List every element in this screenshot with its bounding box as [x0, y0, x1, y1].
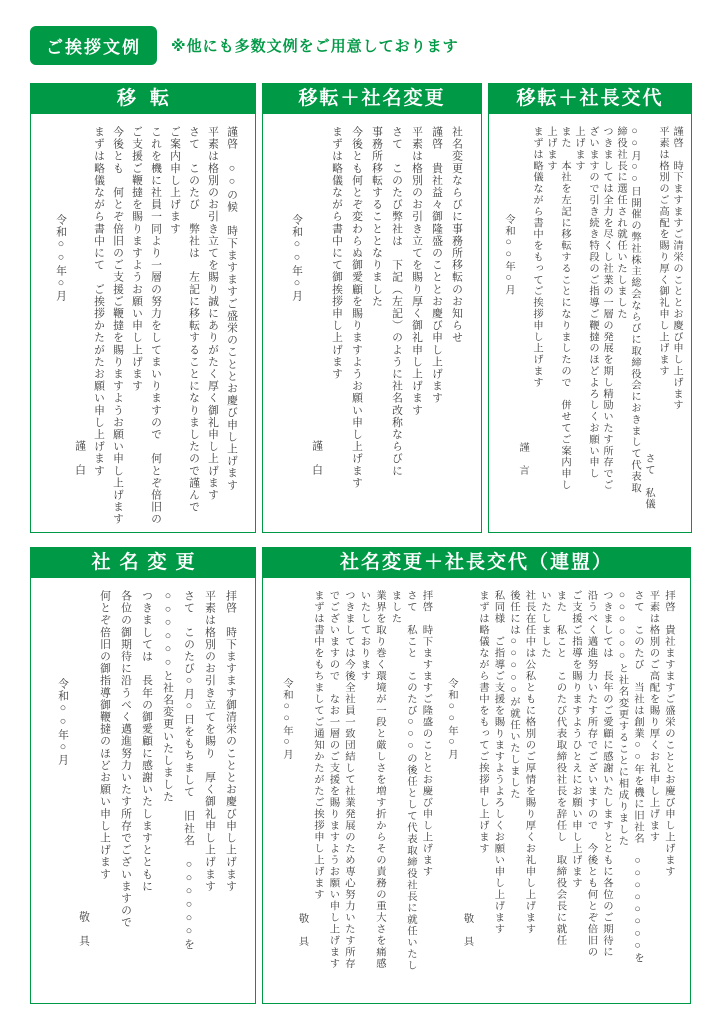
text-column: さて このたび弊社は 下記（左記）のように社名改称ならびに	[391, 126, 403, 477]
card-title-rename: 社名変更	[31, 548, 255, 578]
text-column: まずは略儀ながら書中にて御挨拶申し上げます	[331, 126, 343, 381]
text-column: 社長在任中は公私ともに格別のご厚情を賜り厚くお礼申し上げます	[523, 590, 535, 935]
text-column: ○○○○○○と社名変更することに相成りました	[616, 590, 628, 847]
text-column: ご案内申し上げます	[169, 126, 181, 235]
text-column: 今後とも 何とぞ倍旧のご支援ご鞭撻を賜りますようお願い申し上げます	[112, 126, 124, 526]
text-column: ました	[389, 590, 401, 625]
text-column: 沿うべく邁進努力いたす所存でございますので 今後とも何とぞ倍旧の	[585, 590, 597, 958]
closing-sign: 敬 具	[296, 912, 308, 947]
date-line: 令和○○年○月	[291, 214, 303, 303]
text-column: 事務所移転することとなりました	[371, 126, 383, 308]
closing-sign: 謹 白	[74, 439, 86, 476]
card-title-relocation-rename: 移転＋社名変更	[263, 84, 481, 114]
text-column: つきましては全力を尽くし社業の一層の発展を期し精励いたす所存でご	[601, 126, 612, 491]
letter-block	[444, 590, 677, 997]
text-column: ○○○○○○と社名変更いたしました	[162, 590, 174, 803]
text-column: これを機に社員一同より一層の努力をしてまいりますので 何とぞ倍旧の	[150, 126, 162, 526]
date-line: 令和○○年○月	[281, 678, 292, 761]
text-column: 拝啓 時下ますます御清栄のこととお慶び申し上げます	[225, 590, 237, 893]
card-rename-president-joint	[262, 547, 691, 1004]
text-column: また 私こと このたび代表取締役社長を辞任し 取締役会長に就任	[554, 590, 566, 947]
text-column: いたしました	[539, 590, 550, 659]
text-column: さて このたび○月○日をもちまして 旧社名 ○○○○○○を	[183, 590, 195, 951]
text-column: ご支援ご鞭撻を賜りますようお願い申し上げます	[131, 126, 143, 393]
text-column: さて このたび 弊社は 左記に移転することになりましたので謹んで	[188, 126, 200, 514]
text-column: 各位の御期待に沿うべく邁進努力いたす所存でございますので	[120, 590, 132, 929]
text-column: 拝啓 貴社ますますご盛栄のこととお慶び申し上げます	[663, 590, 674, 878]
text-column: 後任には○○○○○が就任いたしました	[508, 590, 519, 800]
text-column: 謹啓 貴社益々御隆盛のこととお慶び申し上げます	[431, 126, 443, 405]
card-body-relocation-president	[489, 114, 691, 532]
text-column: でございますので なお一層のご支援を賜りますようお願い申し上げます	[327, 590, 339, 970]
text-column: また 本社を左記に移転することになりましたので 併せてご案内申し	[559, 126, 570, 491]
letter-block	[287, 126, 467, 526]
text-column: 業界を取り巻く環境が一段と厳しさを増す折からその責務の重大さを痛感	[374, 590, 385, 970]
text-column: つきましては 長年の御愛顧に感謝いたしますとともに	[141, 590, 153, 893]
card-body-relocation	[31, 114, 255, 532]
letter-block	[52, 590, 241, 997]
text-column: 締役社長に選任され就任いたしました	[615, 126, 626, 320]
date-line: 令和○○年○月	[57, 678, 69, 767]
text-column: まずは略儀ながら書中をもってご挨拶申し上げます	[531, 126, 542, 389]
text-column: 平素は格別のお引き立てを賜り 厚く御礼申し上げます	[204, 590, 216, 893]
card-title-relocation-president: 移転＋社長交代	[489, 84, 691, 114]
date-line: 令和○○年○月	[446, 678, 457, 761]
letter-block	[279, 590, 434, 997]
text-column: ○○月○○日開催の弊社株主総会ならびに取締役会におきまして代表取	[629, 126, 640, 494]
text-column: 拝啓 時下ますますご隆盛のこととお慶び申し上げます	[420, 590, 432, 878]
text-column: 今後とも何とぞ変わらぬ御愛顧を賜りますようお願い申し上げます	[351, 126, 363, 489]
card-relocation	[30, 83, 256, 533]
text-column: いたしております	[358, 590, 370, 682]
card-relocation-president	[488, 83, 692, 533]
examples-row-top	[30, 83, 691, 533]
date-line: 令和○○年○月	[55, 214, 67, 303]
letter-block	[51, 126, 241, 526]
text-column: 上げます	[573, 126, 584, 172]
card-relocation-rename	[262, 83, 482, 533]
letter-block	[501, 126, 683, 526]
text-column: ご支援ご指導を賜りますようひとえにお願い申し上げます	[570, 590, 581, 889]
closing-sign: 謹 白	[311, 439, 323, 476]
text-column: 謹啓 ○○の候 時下ますますご盛栄のこととお慶び申し上げます	[226, 126, 238, 492]
text-column: まずは略儀ながら書中にて ご挨拶かたがたお願い申し上げます	[93, 126, 105, 477]
page-title-badge: ご挨拶文例	[30, 26, 157, 65]
text-column: 平素は格別のご高配を賜り厚く御礼申し上げます	[657, 126, 668, 377]
text-column: さて 私こと このたび○○○の後任として代表取締役社長に就任いたし	[405, 590, 416, 972]
card-body-rename-president-joint	[263, 578, 690, 1003]
text-column: さて このたび 当社は創業○○年を機に旧社名 ○○○○○○○○を	[632, 590, 643, 964]
text-column: 私同様 ご指導ご支援を賜りますようよろしくお願い申し上げます	[492, 590, 504, 935]
header-note: ※他にも多数文例をご用意しております	[171, 38, 459, 55]
date-line: 令和○○年○月	[503, 214, 514, 296]
text-column: つきましては 長年のご愛顧に感謝いたしますとともに各位のご期待に	[601, 590, 612, 958]
text-column: つきましては今後全社員一致団結して社業発展のため専心努力いたす所存	[343, 590, 354, 970]
text-column: 上げます	[545, 126, 556, 172]
card-body-relocation-rename	[263, 114, 481, 532]
card-body-rename	[31, 578, 255, 1003]
text-column: 平素は格別のお引き立てを賜り誠にありがたく厚く御礼申し上げます	[207, 126, 219, 502]
text-column: さて 私儀	[643, 453, 654, 510]
text-column: まずは略儀ながら書中をもってご挨拶申し上げます	[477, 590, 488, 855]
text-column: 平素は格別のご高配を賜り厚くお礼申し上げます	[647, 590, 659, 843]
text-column: ざいますので引き続き特段のご指導ご鞭撻のほどよろしくお願い申し	[587, 126, 598, 480]
closing-sign: 敬 具	[78, 910, 90, 947]
closing-sign: 敬 具	[461, 912, 473, 947]
page-header	[30, 26, 691, 65]
text-column: 平素は格別のお引き立てを賜り厚く御礼申し上げます	[411, 126, 423, 417]
card-rename	[30, 547, 256, 1004]
card-title-rename-president-joint: 社名変更＋社長交代（連盟）	[263, 548, 690, 578]
card-title-relocation: 移転	[31, 84, 255, 114]
text-column: 何とぞ倍旧の御指導御鞭撻のほどお願い申し上げます	[99, 590, 111, 881]
text-column: 謹啓 時下ますますご清栄のこととお慶び申し上げます	[671, 126, 682, 411]
closing-sign: 謹 言	[517, 441, 528, 476]
text-column: まずは書中をもちましてご通知かたがたご挨拶申し上げます	[312, 590, 323, 901]
text-column: 社名変更ならびに事務所移転のお知らせ	[451, 126, 463, 344]
examples-row-bottom	[30, 547, 691, 1004]
